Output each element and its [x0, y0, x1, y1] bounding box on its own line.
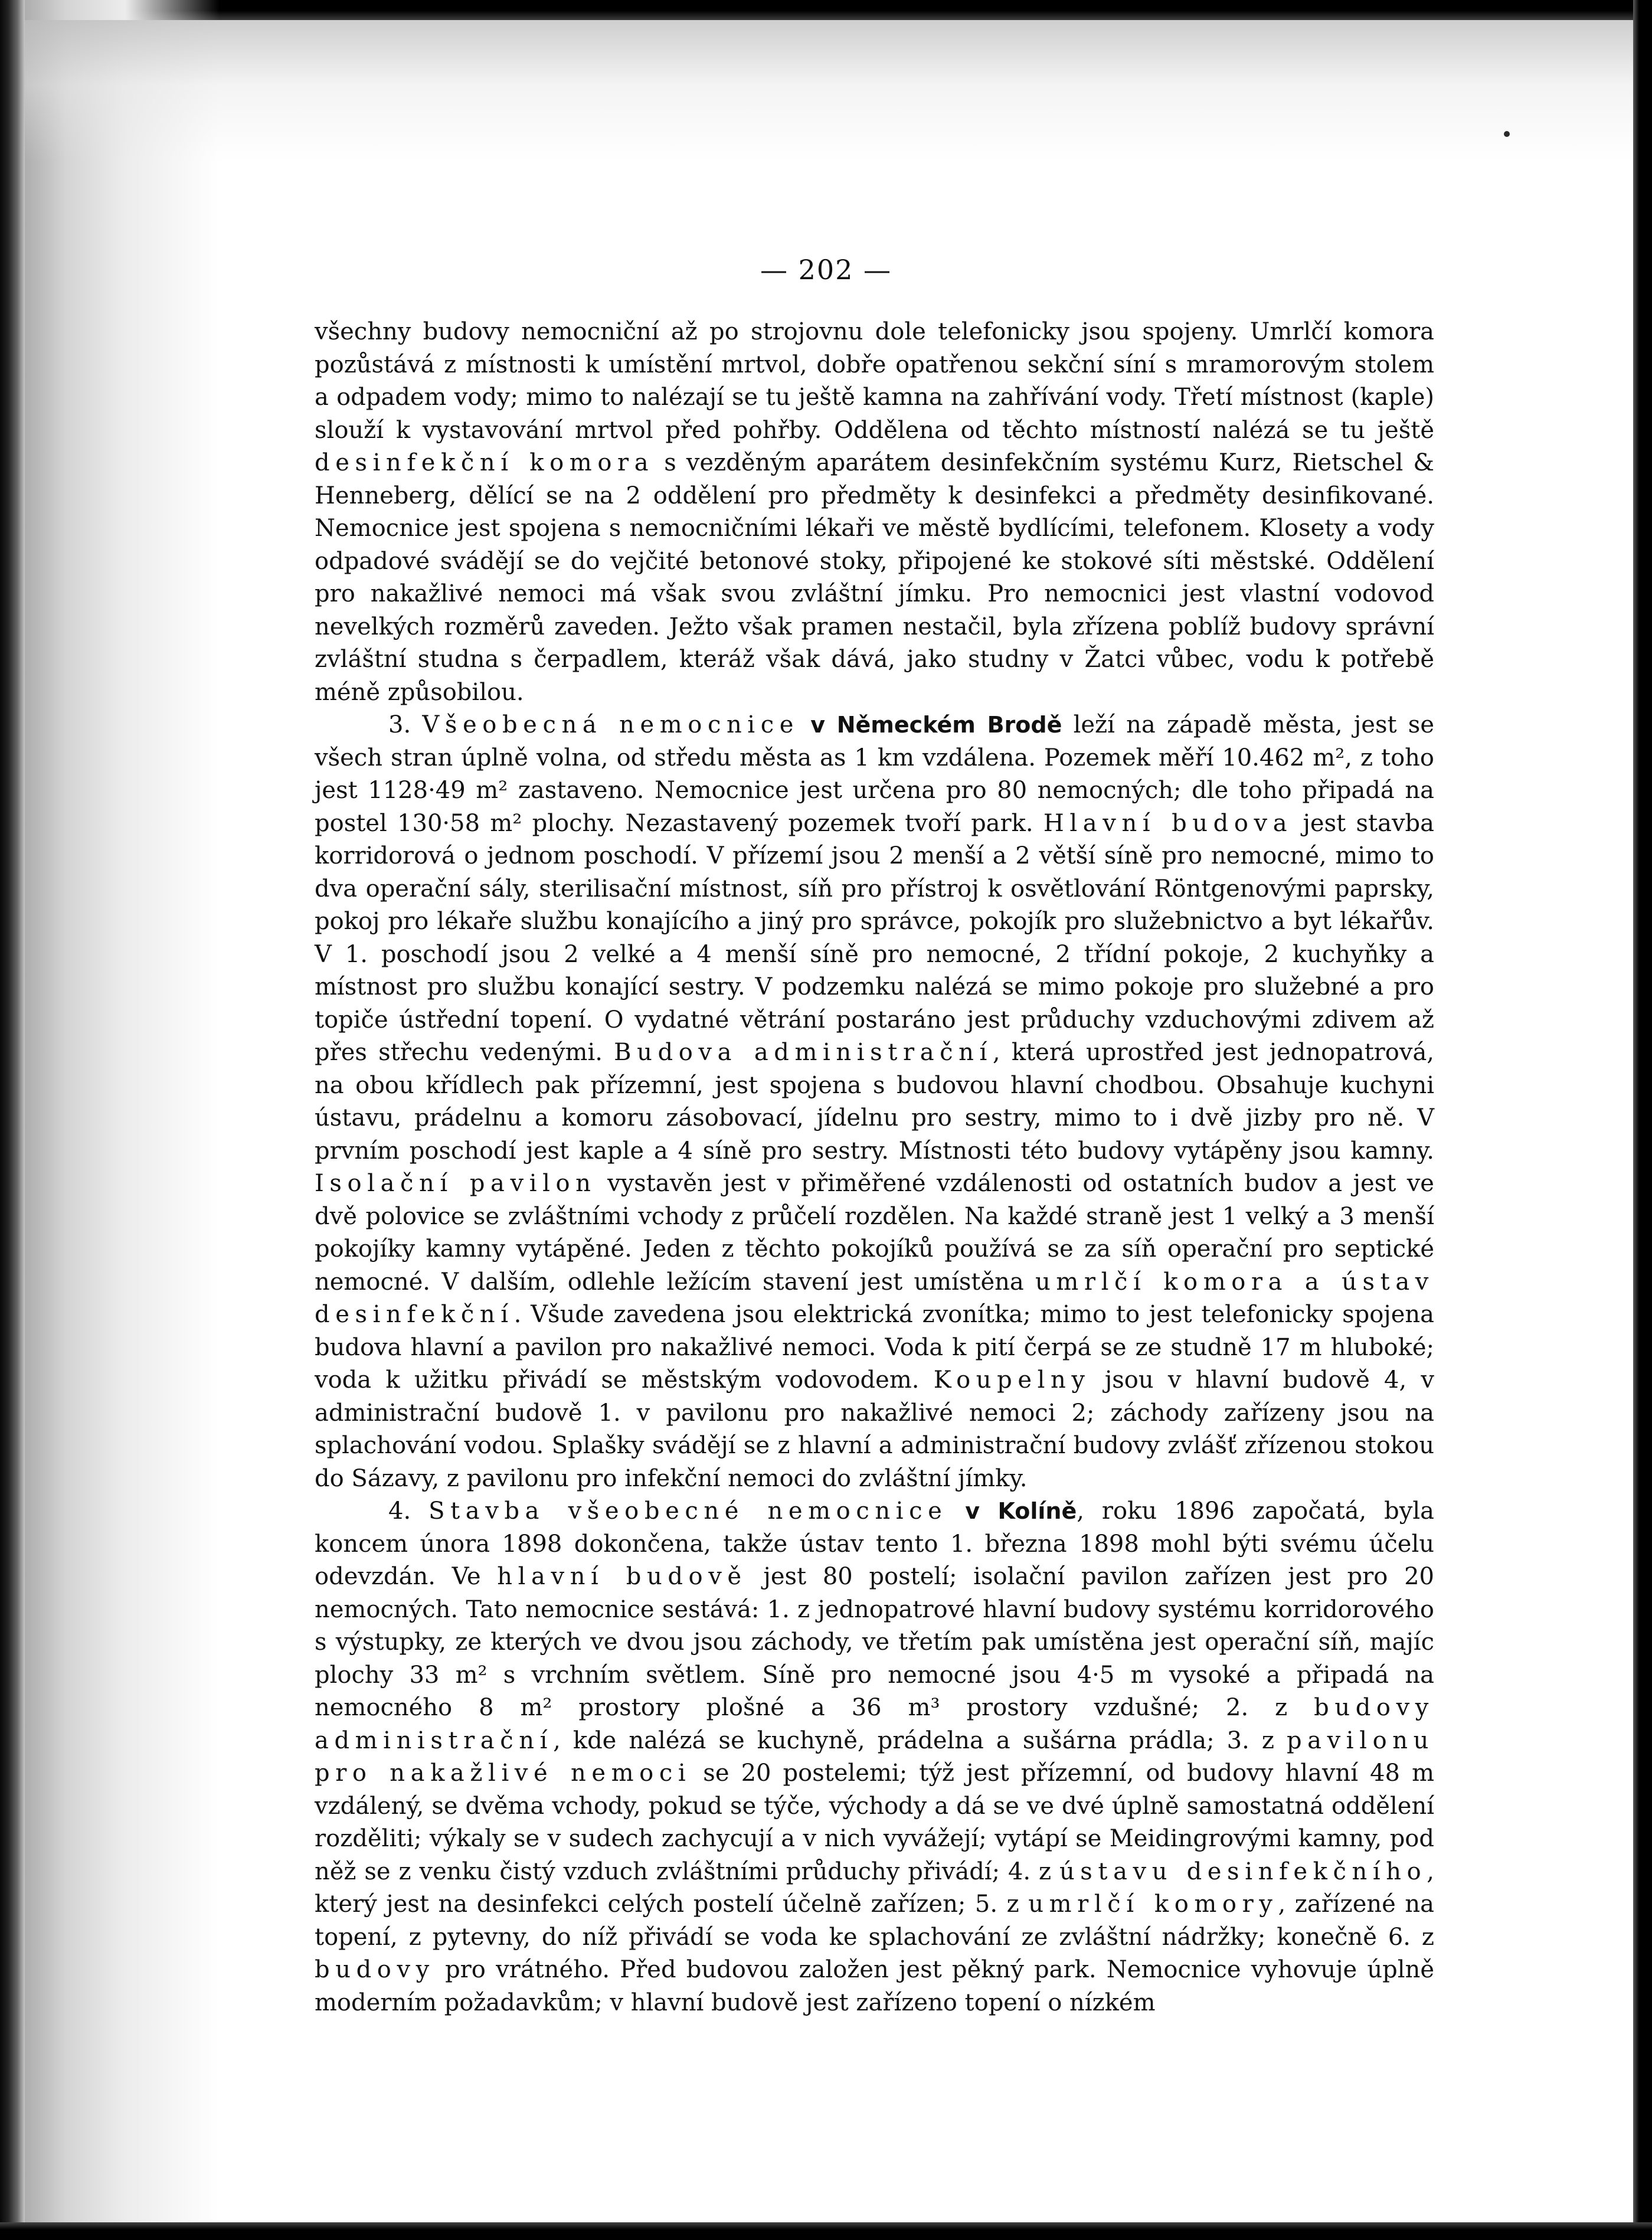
text-run: 3.: [388, 711, 423, 738]
text-run: . Všude zavedena jsou elektrická zvonítka; mimo to jest telefonicky spojena budova hlavní a pavilon pro nakažlivé nemoci. Voda k pití čerpá se ze studně 17 m hluboké; voda k užitku přivádí se městským vodovodem.: [315, 1301, 1434, 1394]
spaced-emphasis: ústavu desinfekčního: [1059, 1858, 1427, 1885]
spaced-emphasis: hlavní budově: [497, 1563, 747, 1590]
spaced-emphasis: umrlčí komora a ústav desinfekční: [315, 1268, 1434, 1328]
paragraph: [315, 316, 1434, 709]
text-run: všechny budovy nemocniční až po strojovnu dole telefonicky jsou spojeny. Umrlčí komora pozůstává z místnosti k umístění mrtvol, dobře opatřenou sekční síní s mramorovým stolem a odpadem vody; mimo to nalézají se tu ještě kamna na zahřívání vody. Třetí místnost (kaple) slouží k vystavování mrtvol před pohřby. Oddělena od těchto místností nalézá se tu ještě: [315, 318, 1434, 444]
scan-border-left: [0, 0, 25, 2240]
text-run: jest 80 postelí; isolační pavilon zařízen jest pro 20 nemocných. Tato nemocnice sestává: 1. z jednopatrové hlavní budovy systému korridorového s výstupky, ze kterých ve dvou jsou záchody, ve třetím pak umístěna jest operační síň, majíc plochy 33 m² s vrchním světlem. Síně pro nemocné jsou 4·5 m vysoké a připadá na nemocného 8 m² prostory plošné a 36 m³ prostory vzdušné; 2. z: [315, 1563, 1434, 1721]
paper-speck: [1504, 131, 1510, 137]
spaced-emphasis: umrlčí komory: [1028, 1891, 1278, 1918]
place-name: v Kolíně: [965, 1498, 1077, 1524]
spaced-emphasis: budovy: [315, 1956, 435, 1983]
text-run: , který jest na desinfekci celých postelí účelně zařízen; 5. z: [315, 1858, 1434, 1918]
text-run: , zařízené na topení, z pytevny, do níž přivádí se voda ke splachování ze zvláštní nádržky; konečně 6. z: [315, 1891, 1434, 1951]
text-run: jest stavba korridorová o jednom poschodí. V přízemí jsou 2 menší a 2 větší síně pro nemocné, mimo to dva operační sály, sterilisační místnost, síň pro přístroj k osvětlování Röntgenovými paprsky, pokoj pro lékaře službu konajícího a jiný pro správce, pokojík pro služebnictvo a byt lékařův. V 1. poschodí jsou 2 velké a 4 menší síně pro nemocné, 2 třídní pokoje, 2 kuchyňky a místnost pro službu konající sestry. V podzemku nalézá se mimo pokoje pro služebné a pro topiče ústřední topení. O vydatné větrání postaráno jest průduchy vzduchovými zdivem až přes střechu vedenými.: [315, 809, 1435, 1066]
scan-border-top: [0, 0, 1652, 20]
spaced-emphasis: pavilonu pro nakažlivé nemoci: [315, 1726, 1434, 1787]
spaced-emphasis: Isolační pavilon: [315, 1170, 597, 1197]
text-run: se 20 postelemi; týž jest přízemní, od budovy hlavní 48 m vzdálený, se dvěma vchody, pokud se týče, východy a dá se ve dvé úplně samostatná oddělení rozděliti; výkaly se v sudech zachycují a v nich vyvážejí; vytápí se Meidingrovými kamny, pod něž se z venku čistý vzduch zvláštními průduchy přivádí; 4. z: [315, 1760, 1434, 1885]
spaced-emphasis: budovy administrační: [315, 1694, 1434, 1754]
scan-shadow-left: [25, 0, 220, 2222]
page-number: — 202 —: [760, 254, 892, 286]
scan-border-right: [1633, 0, 1652, 2240]
spaced-emphasis: Všeobecná nemocnice: [422, 711, 799, 738]
spaced-emphasis: Budova administrační: [614, 1039, 993, 1066]
spaced-emphasis: desinfekční komora: [315, 449, 655, 476]
text-run: 4.: [388, 1497, 429, 1525]
spaced-emphasis: Hlavní budova: [1043, 809, 1293, 837]
spaced-emphasis: Stavba všeobecné nemocnice: [428, 1497, 948, 1525]
text-run: , která uprostřed jest jednopatrová, na obou křídlech pak přízemní, jest spojena s budovou hlavní chodbou. Obsahuje kuchyni ústavu, prádelnu a komoru zásobovací, jídelnu pro sestry, mimo to i dvě jizby pro ně. V prvním poschodí jest kaple a 4 síně pro sestry. Místnosti této budovy vytápěny jsou kamny.: [315, 1039, 1435, 1165]
text-run: s vezděným aparátem desinfekčním systému Kurz, Rietschel & Henneberg, dělící se na 2 oddělení pro předměty k desinfekci a předměty desinfikované. Nemocnice jest spojena s nemocničními lékaři ve městě bydlícími, telefonem. Klosety a vody odpadové svádějí se do vejčité betonové stoky, připojené ke stokové síti městské. Oddělení pro nakažlivé nemoci má však svou zvláštní jímku. Pro nemocnici jest vlastní vodovod nevelkých rozměrů zaveden. Ježto však pramen nestačil, byla zřízena poblíž budovy správní zvláštní studna s čerpadlem, kteráž však dává, jako studny v Žatci vůbec, vodu k potřebě méně způsobilou.: [315, 449, 1434, 706]
text-run: [947, 1497, 965, 1525]
body-text: [315, 316, 1434, 2019]
spaced-emphasis: Koupelny: [933, 1366, 1091, 1394]
scan-border-bottom: [0, 2222, 1652, 2240]
text-run: [799, 711, 810, 738]
text-run: pro vrátného. Před budovou založen jest pěkný park. Nemocnice vyhovuje úplně moderním požadavkům; v hlavní budově jest zařízeno topení o nízkém: [315, 1956, 1434, 2016]
text-run: , kde nalézá se kuchyně, prádelna a sušárna prádla; 3. z: [553, 1726, 1287, 1754]
paragraph: [315, 709, 1434, 1495]
text-run: vystavěn jest v přiměřené vzdálenosti od ostatních budov a jest ve dvě polovice se zvláštními vchody z průčelí rozdělen. Na každé straně jest 1 velký a 3 menší pokojíky kamny vytápěné. Jeden z těchto pokojíků používá se za síň operační pro septické nemocné. V dalším, odlehle ležícím stavení jest umístěna: [315, 1170, 1434, 1296]
place-name: v Německém Brodě: [810, 712, 1062, 738]
text-run: leží na západě města, jest se všech stran úplně volna, od středu města as 1 km vzdálena. Pozemek měří 10.462 m², z toho jest 1128·49 m² zastaveno. Nemocnice jest určena pro 80 nemocných; dle toho připadá na postel 130·58 m² plochy. Nezastavený pozemek tvoří park.: [315, 711, 1434, 837]
paragraph: [315, 1495, 1434, 2019]
text-run: , roku 1896 započatá, byla koncem února 1898 dokončena, takže ústav tento 1. března 1898 mohl býti svému účelu odevzdán. Ve: [315, 1497, 1434, 1590]
text-run: jsou v hlavní budově 4, v administrační budově 1. v pavilonu pro nakažlivé nemoci 2; záchody zařízeny jsou na splachování vodou. Splašky svádějí se z hlavní a administrační budovy zvlášť zřízenou stokou do Sázavy, z pavilonu pro infekční nemoci do zvláštní jímky.: [315, 1366, 1434, 1492]
scan-shadow-top: [25, 20, 1633, 162]
